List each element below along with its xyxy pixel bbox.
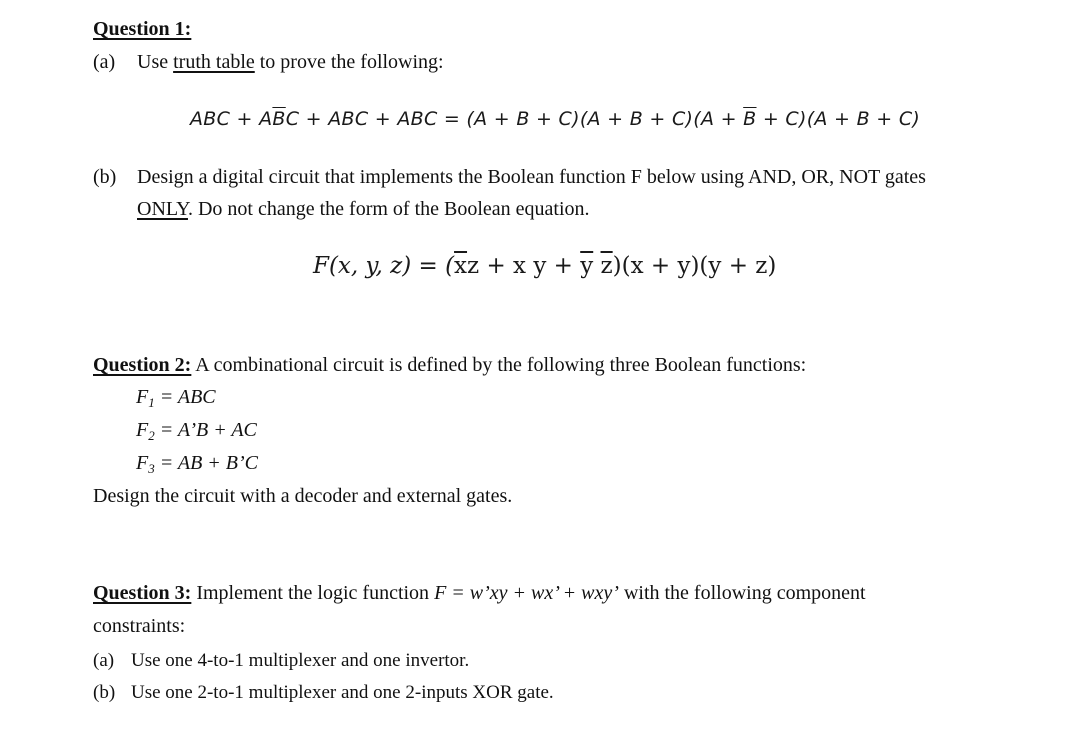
q3a-text: Use one 4-to-1 multiplexer and one invertor. — [131, 650, 470, 671]
q3-intro-pre: Implement the logic function — [196, 582, 430, 604]
f1-sub: 1 — [148, 395, 155, 410]
eq-mid1: z + x y + — [467, 253, 581, 279]
eq-f-start: F(x, y, z) = ( — [313, 253, 455, 279]
eq-xbar: $\overline{x}$ — [454, 253, 468, 279]
f2-name: F — [136, 419, 149, 441]
q3a-label: (a) — [93, 650, 115, 671]
q1-heading: Question 1: — [93, 18, 192, 40]
f2-sub: 2 — [148, 428, 155, 443]
q3-function: F = w’xy + wx’ + wxy’ — [434, 582, 619, 604]
q2-footer: Design the circuit with a decoder and external gates. — [93, 485, 513, 507]
q2-heading: Question 2: — [93, 354, 192, 376]
q1a-text — [137, 51, 444, 74]
f3-sub: 3 — [148, 461, 155, 476]
q3-heading: Question 3: — [93, 582, 192, 604]
eq-end: )(x + y)(y + z) — [612, 253, 777, 279]
eq-ybar: $\overline{y}$ — [580, 253, 594, 279]
eq-zbar: $\overline{z}$ — [600, 253, 613, 279]
q2-f2 — [136, 419, 257, 442]
only-text: ONLY — [137, 198, 188, 220]
eq-part-3: + C)(A + B + C) — [756, 108, 921, 130]
q1b-line2 — [137, 198, 590, 221]
q1a-text-post: to prove the following: — [259, 51, 444, 73]
q2-f3 — [136, 452, 258, 475]
q1b-line1: Design a digital circuit that implements the Boolean function F below using AND, OR, NOT gates — [137, 166, 926, 188]
truth-table-text: truth table — [173, 51, 255, 73]
q1a-text-pre: Use — [137, 51, 169, 73]
eq-space — [593, 253, 600, 279]
eq-bar-b-2: $\overline{B}$ — [743, 108, 757, 130]
q2-f1 — [136, 386, 216, 409]
q1b-label: (b) — [93, 166, 117, 188]
q3-intro-post: with the following component — [623, 582, 866, 604]
q2-line — [93, 354, 806, 377]
q3-line2: constraints: — [93, 615, 186, 637]
q3b-label: (b) — [93, 682, 116, 703]
q3b-text: Use one 2-to-1 multiplexer and one 2-inputs XOR gate. — [131, 682, 554, 703]
eq-part-1: ABC + A — [190, 108, 273, 130]
f3-expr: = AB + B’C — [154, 452, 258, 474]
q1a-equation — [190, 108, 920, 130]
f1-name: F — [136, 386, 149, 408]
q1a-label: (a) — [93, 51, 116, 73]
f2-expr: = A’B + AC — [154, 419, 257, 441]
eq-part-2: C + ABC + ABC = (A + B + C)(A + B + C)(A + — [285, 108, 744, 130]
f1-expr: = ABC — [154, 386, 216, 408]
q1b-line2-rest: . Do not change the form of the Boolean equation. — [187, 198, 590, 220]
q2-intro: A combinational circuit is defined by the following three Boolean functions: — [195, 354, 807, 376]
eq-bar-b-1: $\overline{B}$ — [272, 108, 286, 130]
q1b-equation — [313, 253, 776, 279]
q3-line — [93, 582, 866, 605]
f3-name: F — [136, 452, 149, 474]
